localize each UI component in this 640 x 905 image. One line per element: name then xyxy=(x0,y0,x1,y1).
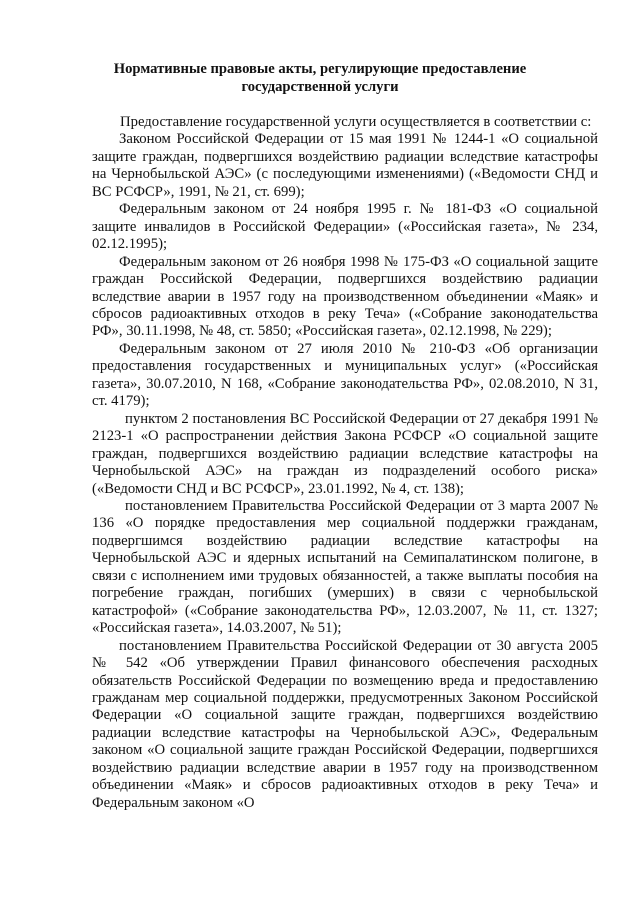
paragraph-resolution-2123-1: пунктом 2 постановления ВС Российской Федерации от 27 декабря 1991 № 2123-1 «О распространении действия Закона РСФСР «О социальной защите граждан, подвергшихся воздействию радиации вследствие катастрофы на Чернобыльской АЭС» на граждан из подразделений особого риска» («Ведомости СНД и ВС РСФСР», 23.01.1992, № 4, ст. 138); xyxy=(92,410,598,497)
paragraph-law-181-fz: Федеральным законом от 24 ноября 1995 г. № 181-ФЗ «О социальной защите инвалидов в Российской Федерации» («Российская газета», № 234, 02.12.1995); xyxy=(92,201,598,253)
paragraph-law-210-fz: Федеральным законом от 27 июля 2010 № 210-ФЗ «Об организации предоставления государственных и муниципальных услуг» («Российская газета», 30.07.2010, N 168, «Собрание законодательства РФ», 02.08.2010, N 31, ст. 4179); xyxy=(92,340,598,410)
paragraph-resolution-136: постановлением Правительства Российской Федерации от 3 марта 2007 № 136 «О порядке предоставления мер социальной поддержки гражданам, подвергшимся воздействию радиации вследствие катастрофы на Чернобыльской АЭС и ядерных испытаний на Семипалатинском полигоне, в связи с исполнением ими трудовых обязанностей, а также выплаты пособия на погребение граждан, погибших (умерших) в связи с чернобыльской катастрофой» («Собрание законодательства РФ», 12.03.2007, № 11, ст. 1327; «Российская газета», 14.03.2007, № 51); xyxy=(92,497,598,637)
paragraph-resolution-542: постановлением Правительства Российской Федерации от 30 августа 2005 № 542 «Об утверждении Правил финансового обеспечения расходных обязательств Российской Федерации по возмещению вреда и предоставлению гражданам мер социальной поддержки, предусмотренных Законом Российской Федерации «О социальной защите граждан, подвергшихся воздействию радиации вследствие катастрофы на Чернобыльской АЭС», Федеральным законом «О социальной защите граждан Российской Федерации, подвергшихся воздействию радиации вследствие аварии в 1957 году на производственном объединении «Маяк» и сбросов радиоактивных отходов в реку Теча» и Федеральным законом «О xyxy=(92,637,598,811)
document-title: Нормативные правовые акты, регулирующие предоставление государственной услуги xyxy=(113,61,527,95)
paragraph-law-1244-1: Законом Российской Федерации от 15 мая 1991 № 1244-1 «О социальной защите граждан, подвергшихся воздействию радиации вследствие катастрофы на Чернобыльской АЭС» (с последующими изменениями) («Ведомости СНД и ВС РСФСР», 1991, № 21, ст. 699); xyxy=(92,131,598,200)
paragraph-intro: Предоставление государственной услуги осуществляется в соответствии с: xyxy=(120,114,592,130)
paragraph-law-175-fz: Федеральным законом от 26 ноября 1998 № 175-ФЗ «О социальной защите граждан Российской Федерации, подвергшихся воздействию радиации вследствие аварии в 1957 году на производственном объединении «Маяк» и сбросов радиоактивных отходов в реку Теча» («Собрание законодательства РФ», 30.11.1998, № 48, ст. 5850; «Российская газета», 02.12.1998, № 229); xyxy=(92,253,598,340)
document-body xyxy=(92,114,598,812)
